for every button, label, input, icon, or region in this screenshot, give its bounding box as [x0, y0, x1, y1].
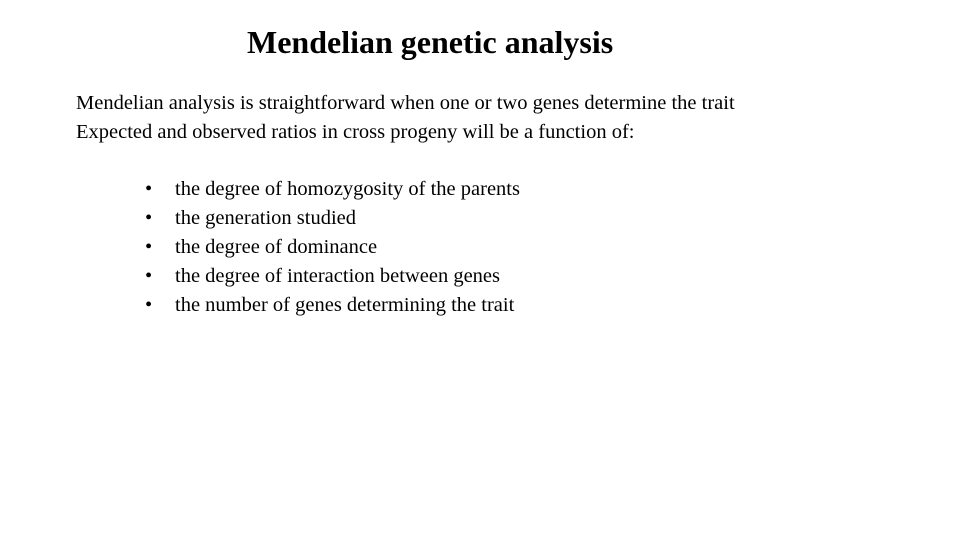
intro-line: Mendelian analysis is straightforward when one or two genes determine the trait: [76, 92, 735, 114]
list-item: [145, 262, 520, 291]
list-item: [145, 204, 520, 233]
factor-list: [145, 175, 520, 320]
list-item-text: the generation studied: [175, 207, 357, 229]
list-item-text: the degree of dominance: [175, 236, 378, 258]
intro-line: Expected and observed ratios in cross progeny will be a function of:: [76, 121, 635, 143]
list-item: [145, 291, 520, 320]
list-item-text: the degree of homozygosity of the parents: [175, 178, 520, 200]
list-item: [145, 175, 520, 204]
bullet-icon: •: [145, 236, 153, 258]
intro-text: [76, 89, 735, 147]
list-item-text: the number of genes determining the trait: [175, 294, 515, 316]
slide-title: Mendelian genetic analysis: [247, 24, 614, 60]
bullet-icon: •: [145, 207, 153, 229]
bullet-icon: •: [145, 294, 153, 316]
bullet-icon: •: [145, 178, 153, 200]
list-item: [145, 233, 520, 262]
list-item-text: the degree of interaction between genes: [175, 265, 500, 287]
bullet-icon: •: [145, 265, 153, 287]
